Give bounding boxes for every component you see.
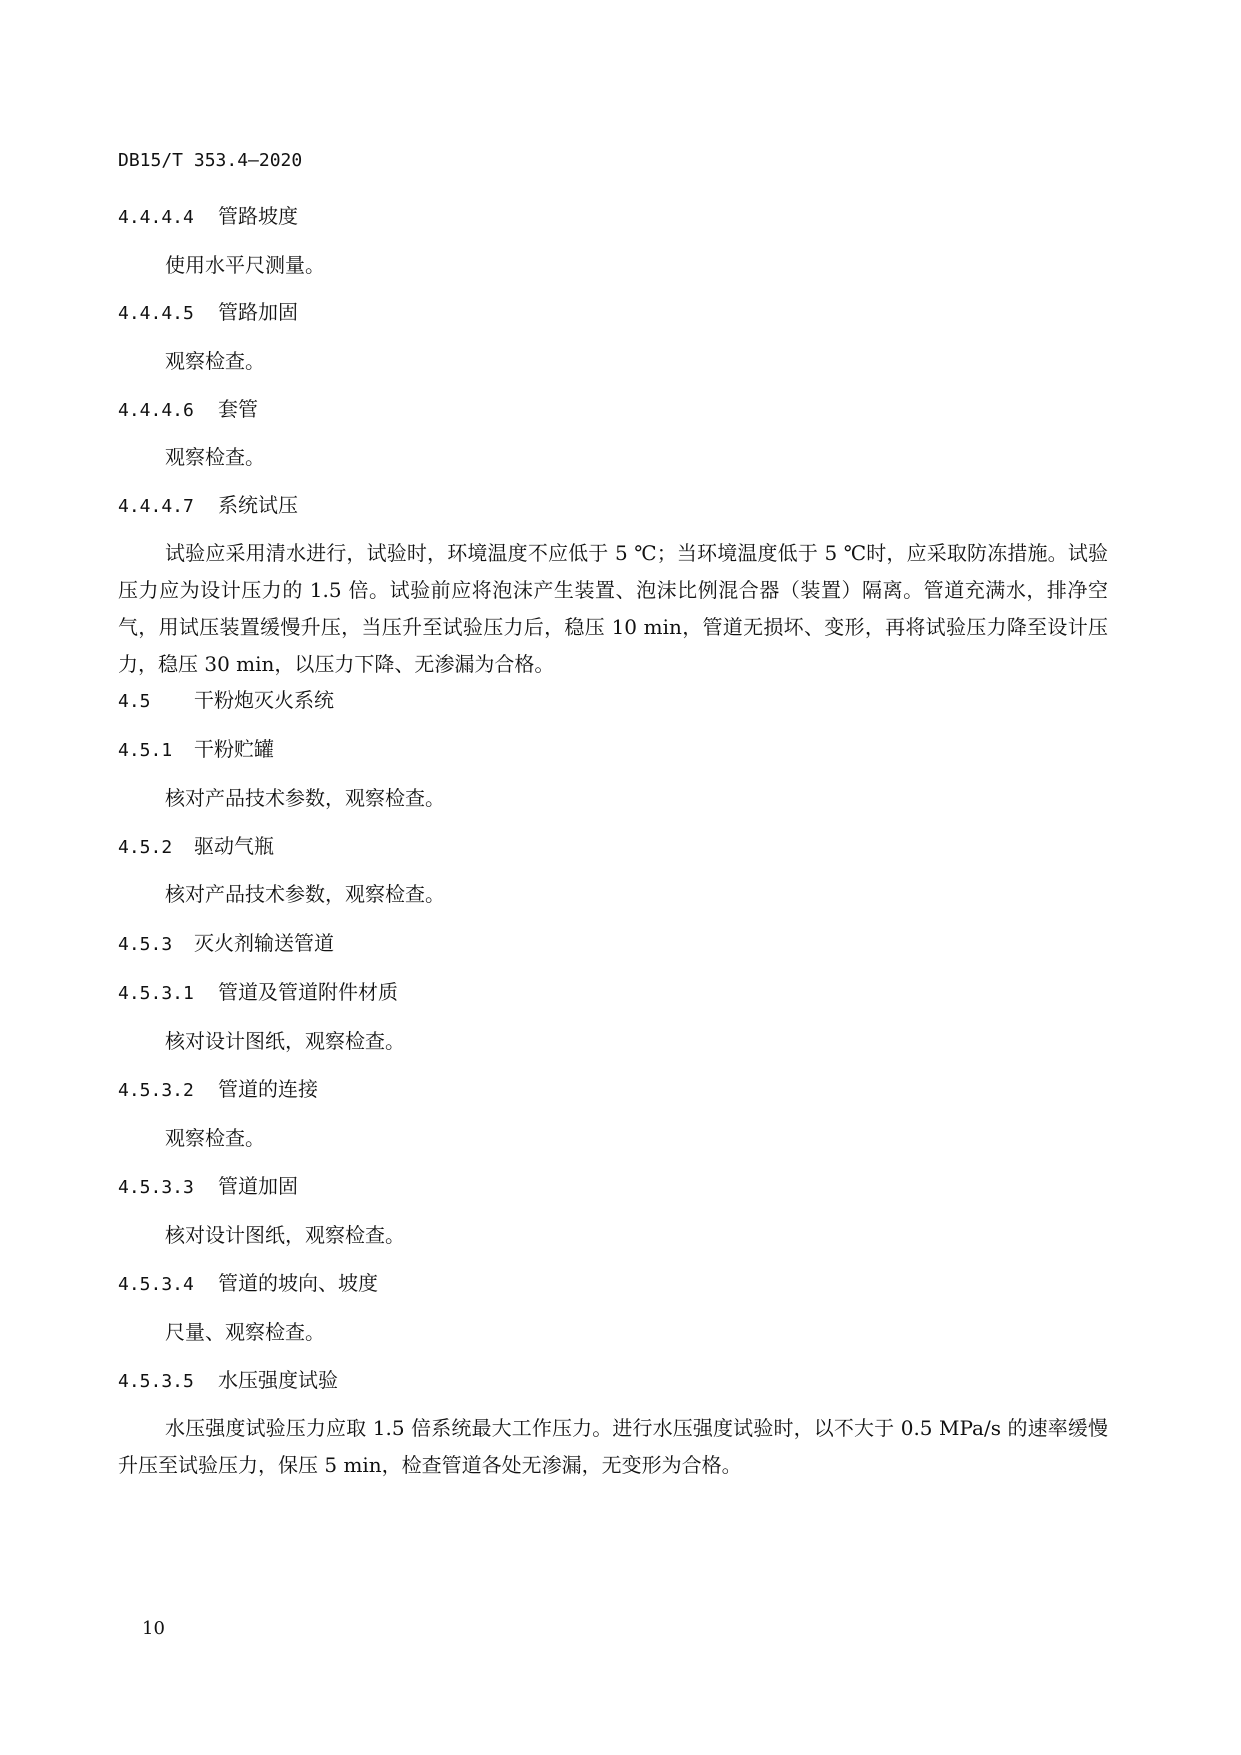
- section-number: 4.4.4.4: [118, 207, 194, 228]
- paragraph-hydrostatic-test: 水压强度试验压力应取 1.5 倍系统最大工作压力。进行水压强度试验时，以不大于 0.5 MPa/s 的速率缓慢升压至试验压力，保压 5 min，检查管道各处无渗漏，无变形为合格。: [118, 1416, 1108, 1477]
- section-heading: [118, 735, 274, 765]
- section-text: 观察检查。: [165, 445, 265, 469]
- page-number: 10: [142, 1618, 165, 1639]
- section-title: 干粉贮罐: [194, 737, 274, 761]
- section-number: 4.4.4.5: [118, 303, 194, 324]
- section-heading: [118, 1172, 298, 1202]
- section-number: 4.5: [118, 691, 151, 712]
- section-heading: [118, 1075, 318, 1105]
- section-text: 尺量、观察检查。: [165, 1320, 325, 1344]
- section-title: 管道及管道附件材质: [218, 980, 398, 1004]
- section-heading: [118, 298, 298, 328]
- section-title: 干粉炮灭火系统: [194, 688, 334, 712]
- section-heading: [118, 978, 398, 1008]
- section-text: 核对设计图纸，观察检查。: [165, 1223, 405, 1247]
- section-number: 4.5.1: [118, 740, 173, 761]
- section-title: 灭火剂输送管道: [194, 931, 334, 955]
- section-title: 驱动气瓶: [194, 834, 274, 858]
- section-text: 观察检查。: [165, 349, 265, 373]
- section-heading: [118, 929, 334, 959]
- section-heading: [118, 1366, 338, 1396]
- paragraph-system-pressure-test: 试验应采用清水进行，试验时，环境温度不应低于 5 ℃；当环境温度低于 5 ℃时，应采取防冻措施。试验压力应为设计压力的 1.5 倍。试验前应将泡沫产生装置、泡沫比例混合器（装置）隔离。管道充满水，排净空气，用试压装置缓慢升压，当压升至试验压力后，稳压 10 min，管道无损坏、变形，再将试验压力降至设计压力，稳压 30 min，以压力下降、无渗漏为合格。: [118, 541, 1108, 676]
- section-number: 4.5.3.4: [118, 1274, 194, 1295]
- section-title: 管路坡度: [218, 204, 298, 228]
- section-title: 管路加固: [218, 300, 298, 324]
- section-number: 4.4.4.6: [118, 400, 194, 421]
- section-number: 4.5.3: [118, 934, 173, 955]
- section-title: 套管: [218, 397, 258, 421]
- section-number: 4.5.3.5: [118, 1371, 194, 1392]
- section-number: 4.5.3.1: [118, 983, 194, 1004]
- section-heading: [118, 491, 298, 521]
- section-title: 水压强度试验: [218, 1368, 338, 1392]
- section-text: 使用水平尺测量。: [165, 253, 325, 277]
- section-text: 核对产品技术参数，观察检查。: [165, 786, 445, 810]
- section-title: 管道的坡向、坡度: [218, 1271, 378, 1295]
- section-title: 系统试压: [218, 493, 298, 517]
- section-heading: [118, 1269, 378, 1299]
- document-code: DB15/T 353.4—2020: [118, 150, 303, 171]
- section-title: 管道加固: [218, 1174, 298, 1198]
- section-number: 4.5.3.2: [118, 1080, 194, 1101]
- section-number: 4.4.4.7: [118, 496, 194, 517]
- section-title: 管道的连接: [218, 1077, 318, 1101]
- section-text: 观察检查。: [165, 1126, 265, 1150]
- section-heading: [118, 686, 334, 716]
- section-number: 4.5.3.3: [118, 1177, 194, 1198]
- section-text: 核对设计图纸，观察检查。: [165, 1029, 405, 1053]
- section-heading: [118, 395, 258, 425]
- section-text: 核对产品技术参数，观察检查。: [165, 882, 445, 906]
- section-heading: [118, 832, 274, 862]
- section-number: 4.5.2: [118, 837, 173, 858]
- section-heading: [118, 202, 298, 232]
